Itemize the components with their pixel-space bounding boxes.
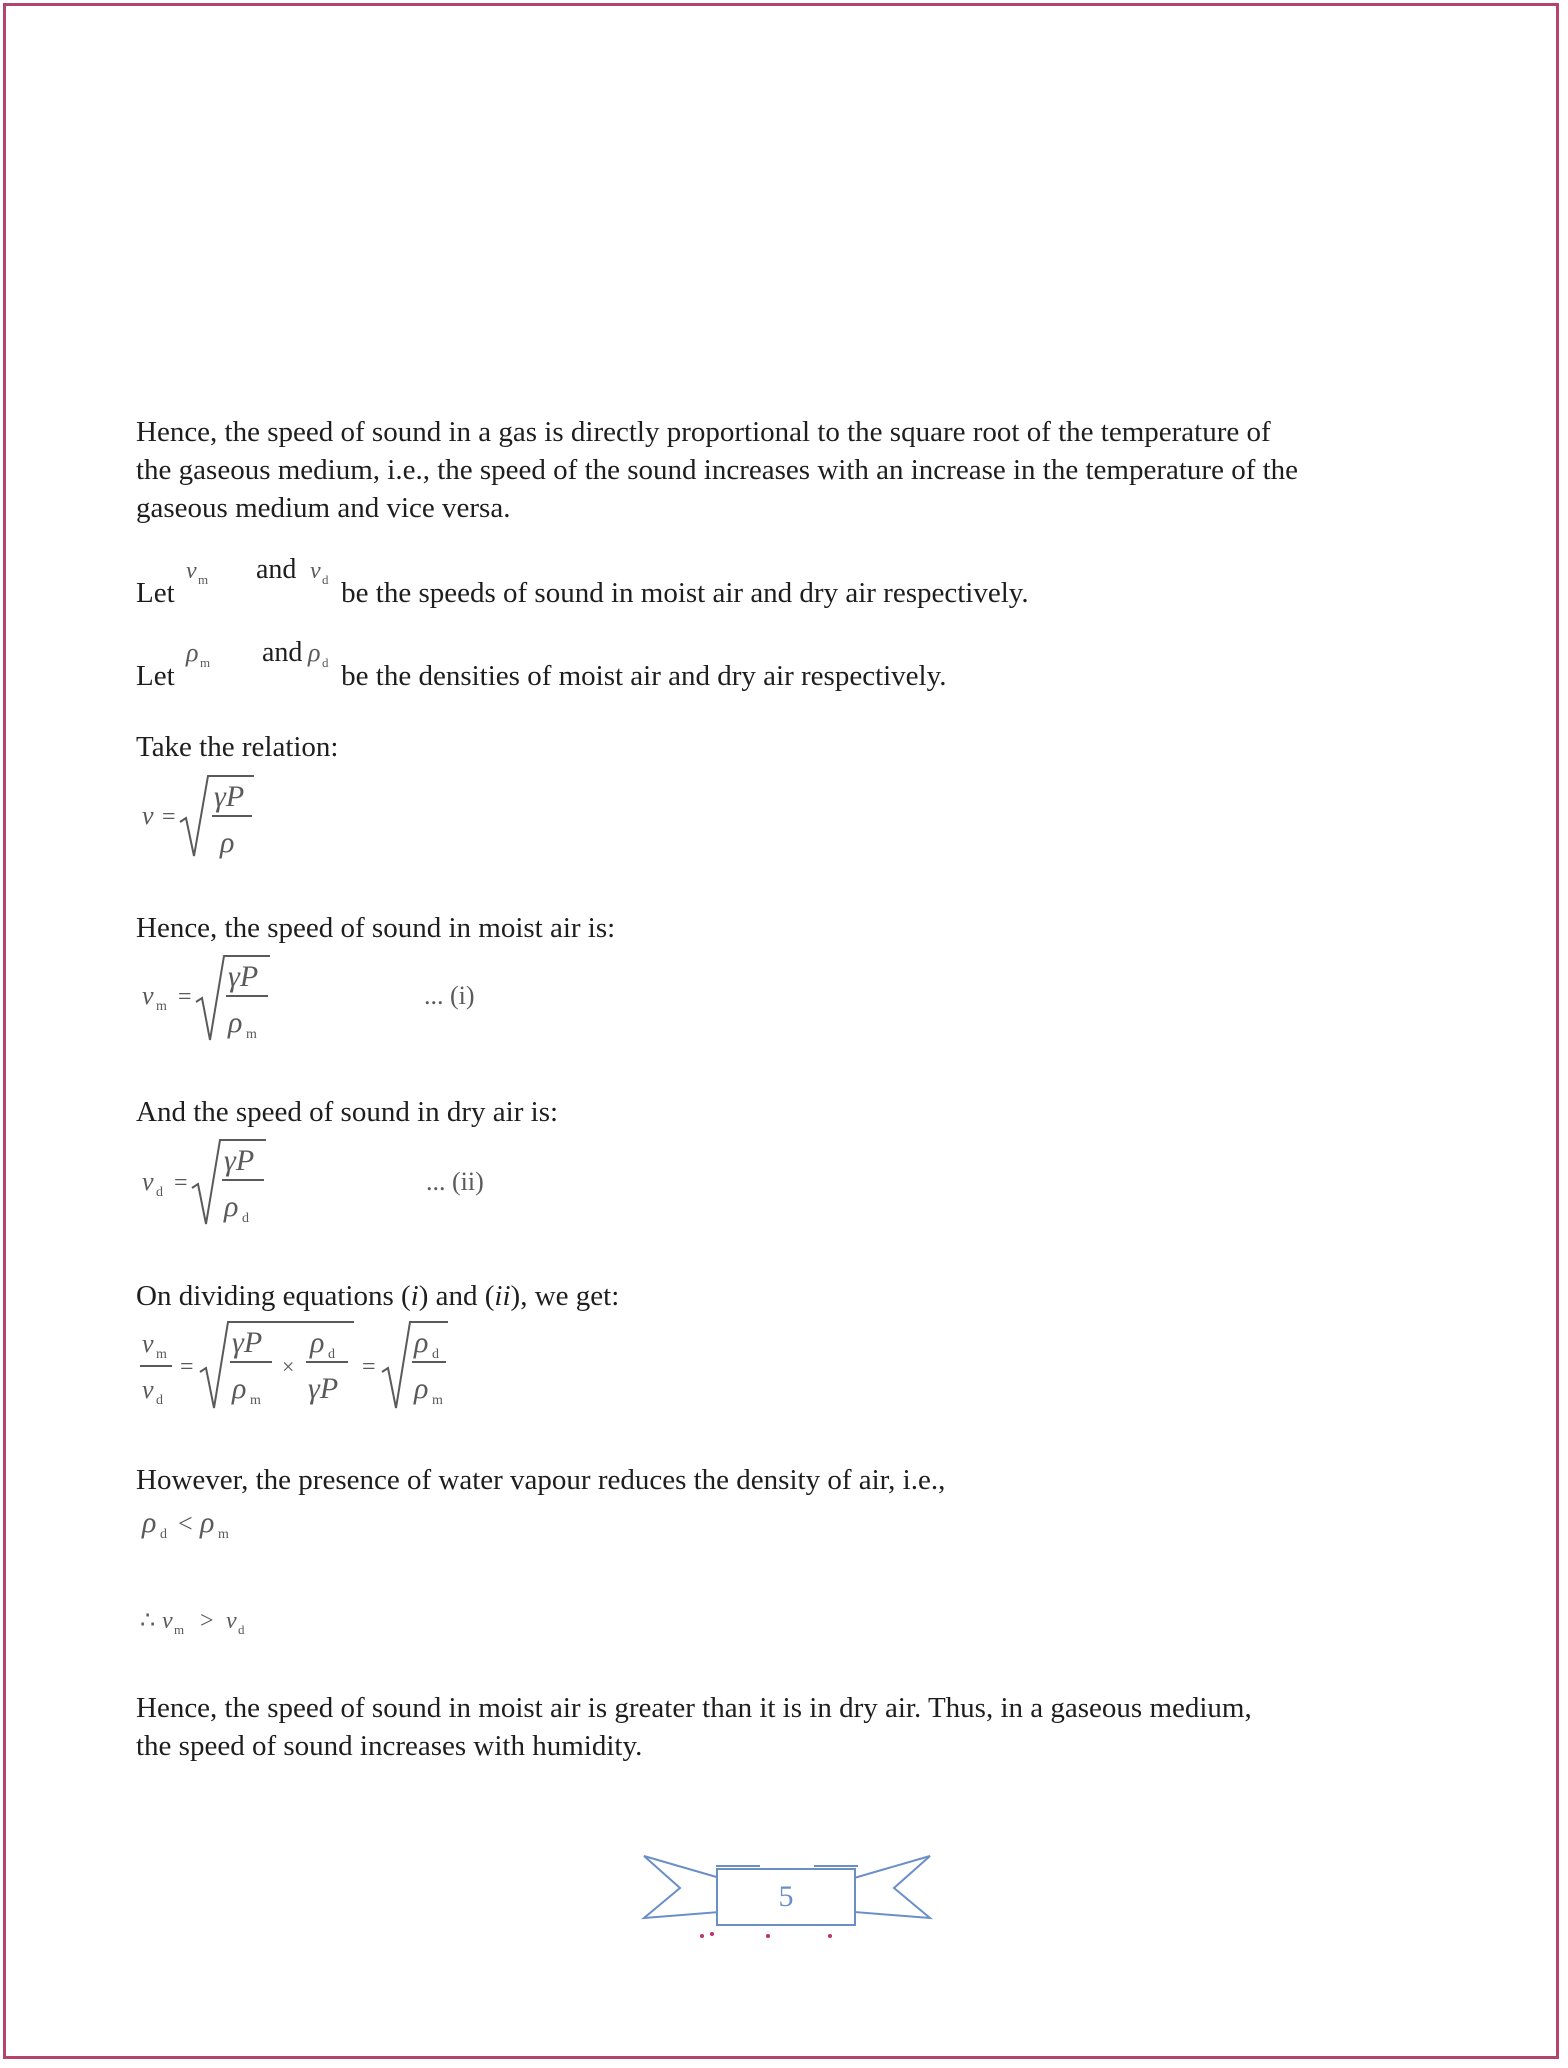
rho-symbol: ρ <box>414 1326 429 1359</box>
rho-symbol: ρ <box>310 1326 325 1359</box>
equation-density-inequality <box>136 1504 256 1544</box>
v-symbol: v <box>142 1167 154 1196</box>
equation-ratio <box>136 1316 476 1416</box>
sub-d: d <box>321 572 329 587</box>
equation-moist-air <box>136 952 516 1052</box>
conclusion-line-2: the speed of sound increases with humidity. <box>136 1730 643 1762</box>
equation-speed-relation <box>136 772 276 872</box>
gamma-p: γP <box>308 1372 339 1405</box>
v-symbol: v <box>226 1608 237 1634</box>
sub-d: d <box>160 1527 167 1542</box>
v-symbol: v <box>162 1608 173 1634</box>
ref-ii: ii <box>494 1280 511 1312</box>
rho-symbol: ρ <box>185 638 199 667</box>
page-number: 5 <box>778 1880 794 1913</box>
sub-m: m <box>199 655 211 670</box>
sub-m: m <box>156 1347 167 1362</box>
therefore-sign: ∴ <box>140 1608 156 1634</box>
dividing-post: ), we get: <box>510 1280 620 1312</box>
equals-sign: = <box>162 804 176 830</box>
dividing-pre: On dividing equations ( <box>136 1280 411 1312</box>
rho-symbol: ρ <box>232 1372 247 1405</box>
sub-m: m <box>246 1027 257 1042</box>
rho-symbol: ρ <box>414 1372 429 1405</box>
intro-line-2: the gaseous medium, i.e., the speed of the sound increases with an increase in the temperature of the <box>136 454 1299 486</box>
let-word: Let <box>136 577 175 609</box>
sub-m: m <box>432 1393 443 1408</box>
conclusion-line-1: Hence, the speed of sound in moist air is greater than it is in dry air. Thus, in a gaseous medium, <box>136 1692 1252 1724</box>
sub-m: m <box>218 1527 229 1542</box>
and-word: and <box>261 637 303 668</box>
less-than-sign: < <box>178 1509 193 1538</box>
rho-symbol: ρ <box>307 638 321 667</box>
moist-speed-line: Hence, the speed of sound in moist air is: <box>136 912 616 944</box>
equals-sign: = <box>178 984 192 1010</box>
sub-m: m <box>156 999 167 1014</box>
intro-line-1: Hence, the speed of sound in a gas is directly proportional to the square root of the temperature of <box>136 416 1271 448</box>
v-symbol: v <box>142 1375 154 1404</box>
dividing-line <box>136 1277 619 1315</box>
v-symbol: v <box>142 1329 154 1358</box>
let-word: Let <box>136 660 175 692</box>
v-symbol: v <box>142 981 154 1010</box>
times-sign: × <box>282 1354 295 1379</box>
v-symbol: v <box>309 558 321 584</box>
greater-than-sign: > <box>200 1608 214 1634</box>
rho-symbol: ρ <box>200 1506 215 1539</box>
gamma-p: γP <box>232 1326 263 1359</box>
let-speeds-text: be the speeds of sound in moist air and dry air respectively. <box>341 577 1029 609</box>
v-symbol: v <box>185 558 197 584</box>
let-density-text: be the densities of moist air and dry air respectively. <box>341 660 947 692</box>
gamma-p: γP <box>214 780 245 813</box>
let-density-line <box>136 637 947 695</box>
let-speeds-line <box>136 554 1029 612</box>
equation-dry-air <box>136 1136 516 1236</box>
v-symbol: v <box>142 801 154 830</box>
dry-speed-line: And the speed of sound in dry air is: <box>136 1096 559 1128</box>
sub-d: d <box>321 655 329 670</box>
gamma-p: γP <box>224 1144 255 1177</box>
intro-line-3: gaseous medium and vice versa. <box>136 492 511 524</box>
sub-d: d <box>238 1622 245 1637</box>
sub-d: d <box>432 1347 439 1362</box>
equals-sign: = <box>362 1354 376 1380</box>
sub-d: d <box>156 1185 163 1200</box>
sub-m: m <box>174 1622 185 1637</box>
equation-label-i: ... (i) <box>424 981 475 1010</box>
sub-m: m <box>197 572 209 587</box>
gamma-p: γP <box>228 960 259 993</box>
rho-symbol: ρ <box>224 1190 239 1223</box>
dividing-mid: ) and ( <box>418 1280 495 1312</box>
ref-i: i <box>410 1280 419 1312</box>
rho-symbol: ρ <box>142 1506 157 1539</box>
sub-d: d <box>328 1347 335 1362</box>
relation-line: Take the relation: <box>136 731 339 763</box>
and-word: and <box>255 554 297 585</box>
rho-m-rho-d-inline <box>182 637 334 681</box>
equation-speed-inequality <box>136 1604 256 1644</box>
equals-sign: = <box>180 1354 194 1380</box>
sub-d: d <box>156 1393 163 1408</box>
page-number-box <box>716 1868 856 1926</box>
vm-vd-inline <box>182 554 334 598</box>
rho-symbol: ρ <box>220 826 235 859</box>
equals-sign: = <box>174 1170 188 1196</box>
rho-symbol: ρ <box>228 1006 243 1039</box>
equation-label-ii: ... (ii) <box>426 1167 484 1196</box>
however-line: However, the presence of water vapour reduces the density of air, i.e., <box>136 1464 946 1496</box>
sub-m: m <box>250 1393 261 1408</box>
sub-d: d <box>242 1211 249 1226</box>
